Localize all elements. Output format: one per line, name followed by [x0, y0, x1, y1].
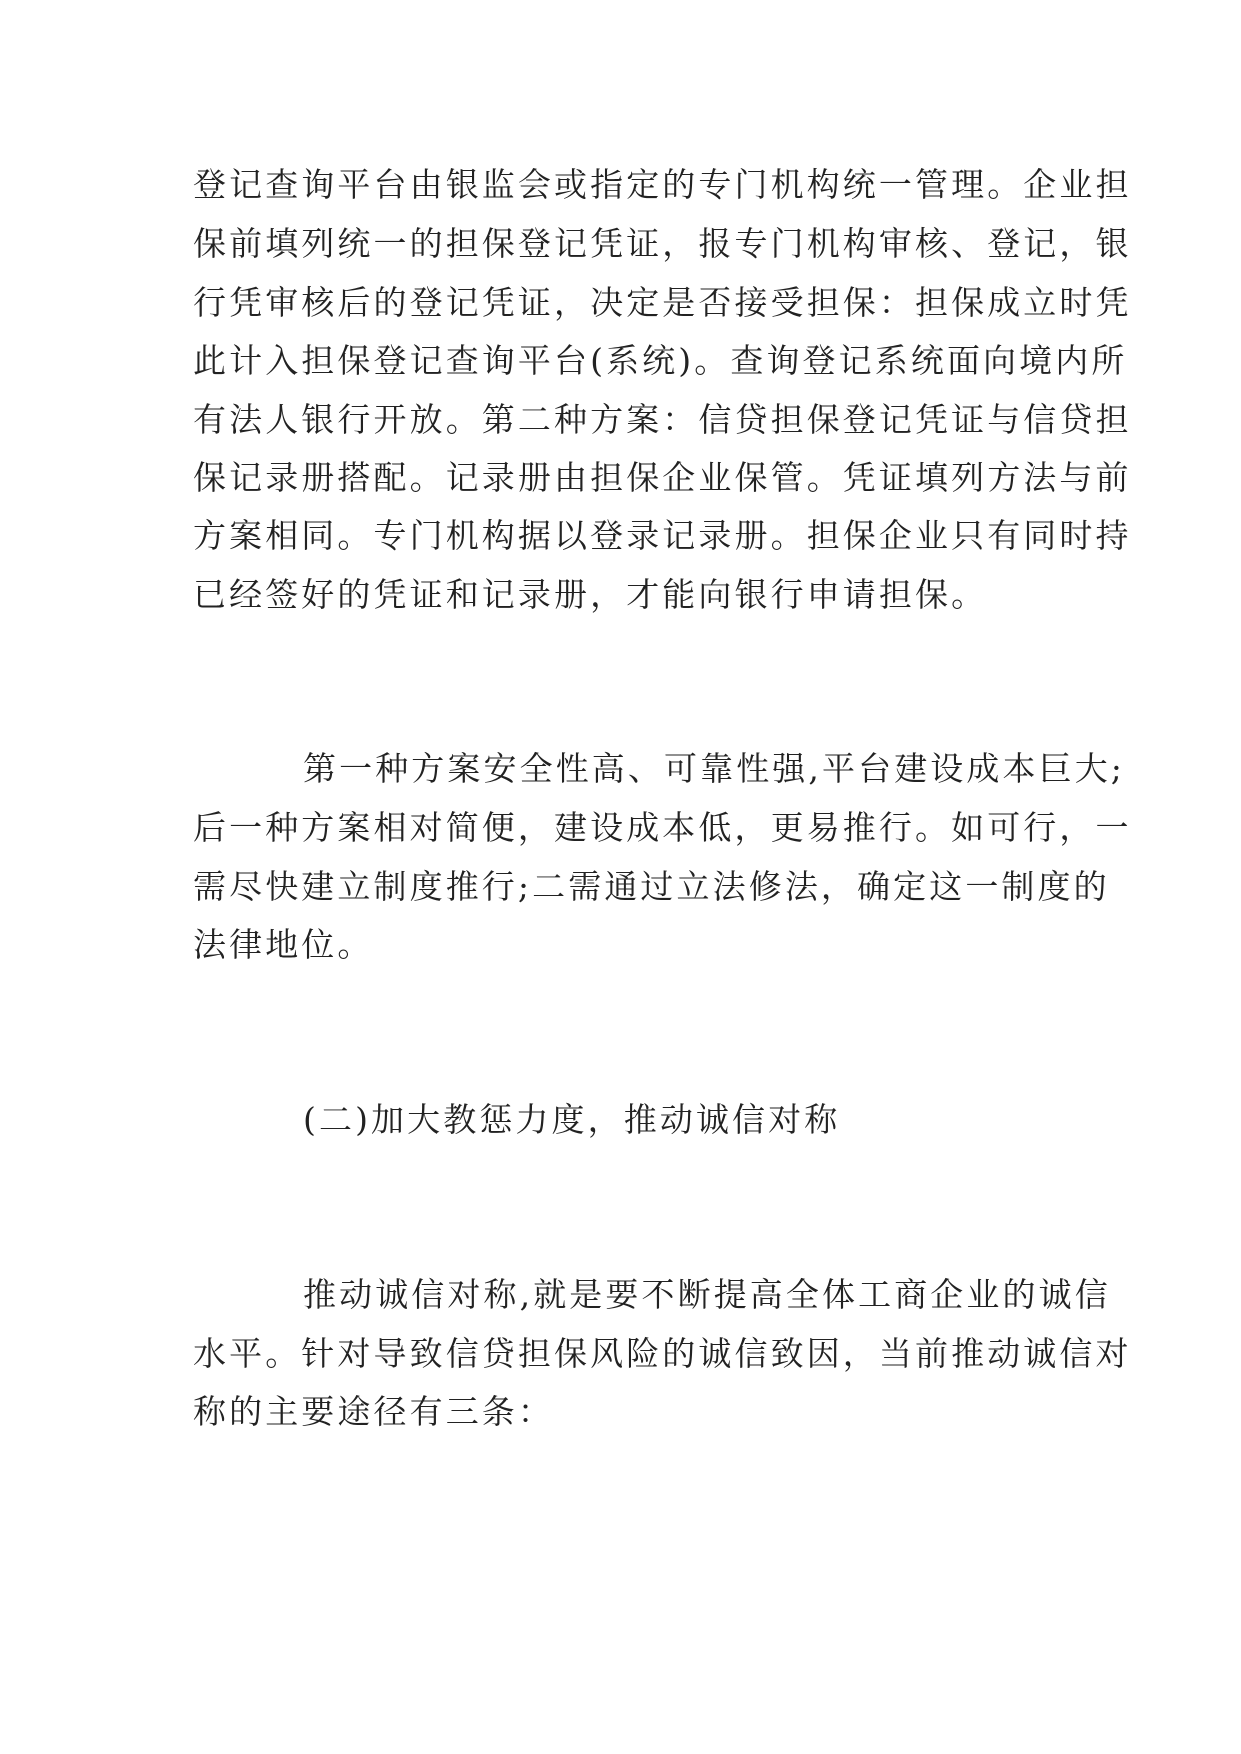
paragraph-line: 第一种方案安全性高、可靠性强,平台建设成本巨大; [303, 749, 1126, 788]
section-heading: (二)加大教惩力度，推动诚信对称 [303, 1100, 841, 1139]
paragraph-line: 保记录册搭配。记录册由担保企业保管。凭证填列方法与前 [193, 458, 1132, 497]
paragraph-line: 法律地位。 [193, 925, 374, 964]
paragraph-line: 此计入担保登记查询平台(系统)。查询登记系统面向境内所 [193, 341, 1128, 380]
paragraph-line: 方案相同。专门机构据以登录记录册。担保企业只有同时持 [193, 516, 1132, 555]
paragraph-line: 登记查询平台由银监会或指定的专门机构统一管理。企业担 [193, 165, 1132, 204]
paragraph-line: 有法人银行开放。第二种方案：信贷担保登记凭证与信贷担 [193, 400, 1132, 439]
paragraph-line: 水平。针对导致信贷担保风险的诚信致因，当前推动诚信对 [193, 1334, 1132, 1373]
paragraph-line: 称的主要途径有三条： [193, 1392, 554, 1431]
paragraph-line: 行凭审核后的登记凭证，决定是否接受担保：担保成立时凭 [193, 283, 1132, 322]
paragraph-line: 已经签好的凭证和记录册，才能向银行申请担保。 [193, 575, 988, 614]
paragraph-line: 后一种方案相对简便，建设成本低，更易推行。如可行，一 [193, 808, 1132, 847]
paragraph-line: 保前填列统一的担保登记凭证，报专门机构审核、登记，银 [193, 224, 1132, 263]
paragraph-line: 推动诚信对称,就是要不断提高全体工商企业的诚信 [303, 1275, 1111, 1314]
paragraph-line: 需尽快建立制度推行;二需通过立法修法，确定这一制度的 [193, 867, 1110, 906]
